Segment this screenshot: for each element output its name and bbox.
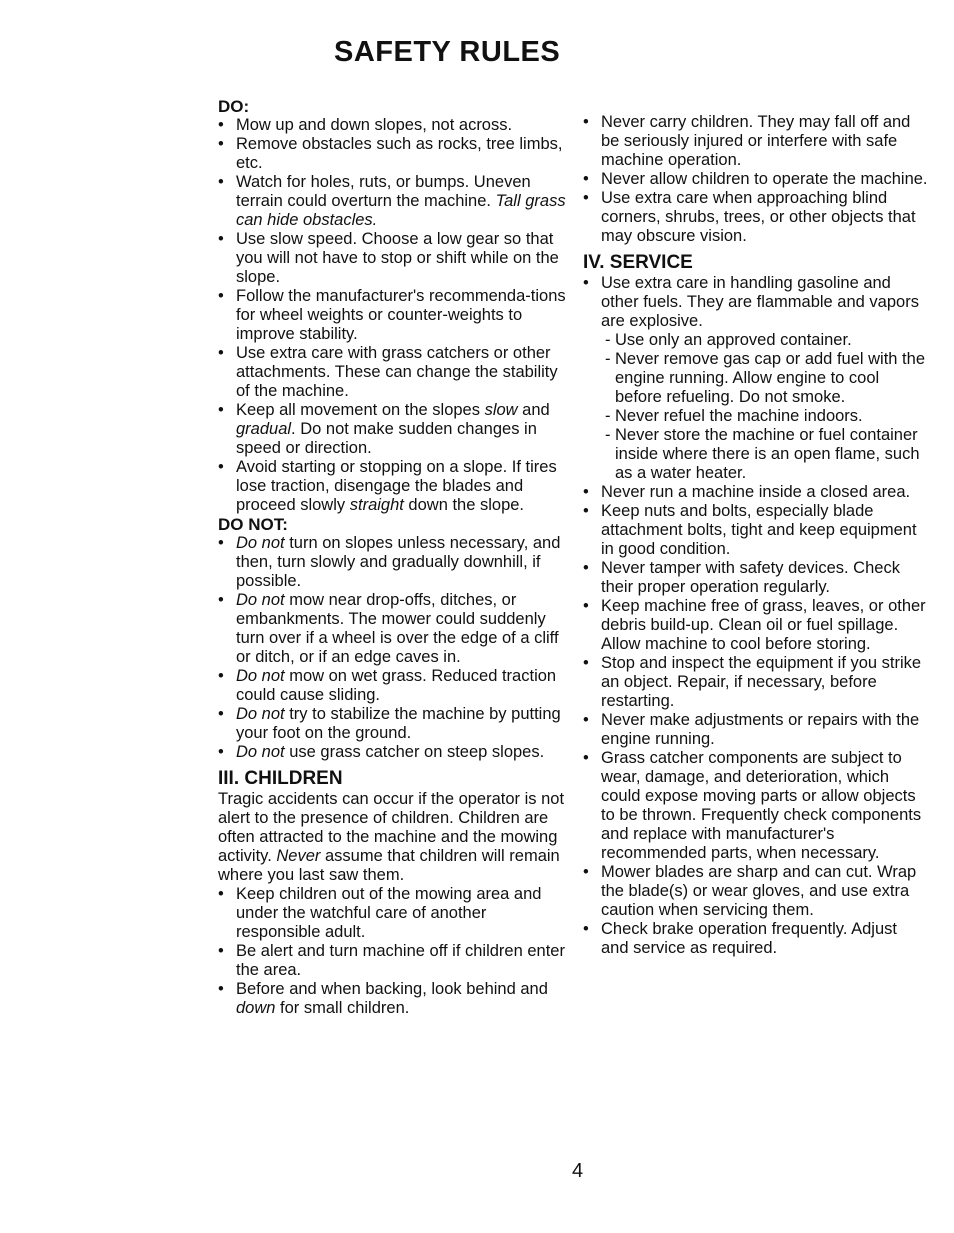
do-not-list (218, 534, 568, 762)
do-not-item: • Do not turn on slopes unless necessary, and then, turn slowly and gradually downhill, if possible. (218, 534, 568, 591)
service-item: • Mower blades are sharp and can cut. Wrap the blade(s) or wear gloves, and use extra caution when servicing them. (583, 863, 928, 920)
children-list-continued (583, 113, 928, 246)
do-heading: DO: (218, 97, 250, 116)
do-item: • Follow the manufacturer's recommenda-tions for wheel weights or counter-weights to improve stability. (218, 287, 568, 344)
children-item: • Keep children out of the mowing area and under the watchful care of another responsible adult. (218, 885, 568, 942)
service-list (583, 274, 928, 958)
do-item: • Mow up and down slopes, not across. (218, 116, 568, 135)
children-item: • Use extra care when approaching blind corners, shrubs, trees, or other objects that may obscure vision. (583, 189, 928, 246)
do-item: • Use extra care with grass catchers or other attachments. These can change the stability of the machine. (218, 344, 568, 401)
children-intro: Tragic accidents can occur if the operator is not alert to the presence of children. Children are often attracted to the machine and the mowing activity. Never assume that children will remain where you last saw them. (218, 790, 565, 884)
children-item: • Before and when backing, look behind and down for small children. (218, 980, 568, 1018)
children-item: • Be alert and turn machine off if children enter the area. (218, 942, 568, 980)
fuel-sub-item: - Never store the machine or fuel container inside where there is an open flame, such as a water heater. (601, 426, 928, 483)
page-title: SAFETY RULES (334, 36, 561, 68)
fuel-sub-item: - Use only an approved container. (601, 331, 928, 350)
fuel-sub-item: - Never remove gas cap or add fuel with the engine running. Allow engine to cool before refueling. Do not smoke. (601, 350, 928, 407)
do-not-item: • Do not mow near drop-offs, ditches, or embankments. The mower could suddenly turn over if a wheel is over the edge of a cliff or ditch, or if an edge caves in. (218, 591, 568, 667)
do-item: • Keep all movement on the slopes slow and gradual. Do not make sudden changes in speed or direction. (218, 401, 568, 458)
do-not-item: • Do not mow on wet grass. Reduced traction could cause sliding. (218, 667, 568, 705)
left-column (218, 97, 568, 1018)
do-list (218, 116, 568, 515)
service-item: • Keep machine free of grass, leaves, or other debris build-up. Clean oil or fuel spillage. Allow machine to cool before storing. (583, 597, 928, 654)
do-not-item: • Do not try to stabilize the machine by putting your foot on the ground. (218, 705, 568, 743)
do-item: • Use slow speed. Choose a low gear so that you will not have to stop or shift while on the slope. (218, 230, 568, 287)
service-item: • Check brake operation frequently. Adjust and service as required. (583, 920, 928, 958)
right-column (583, 113, 928, 958)
do-item: • Watch for holes, ruts, or bumps. Uneven terrain could overturn the machine. Tall grass can hide obstacles. (218, 173, 568, 230)
do-item: • Avoid starting or stopping on a slope. If tires lose traction, disengage the blades and proceed slowly straight down the slope. (218, 458, 568, 515)
service-item: • Stop and inspect the equipment if you strike an object. Repair, if necessary, before restarting. (583, 654, 928, 711)
do-not-heading: DO NOT: (218, 515, 288, 534)
page-number: 4 (572, 1160, 584, 1182)
do-item: • Remove obstacles such as rocks, tree limbs, etc. (218, 135, 568, 173)
children-heading: III. CHILDREN (218, 768, 343, 789)
children-item: • Never allow children to operate the machine. (583, 170, 928, 189)
do-not-item: • Do not use grass catcher on steep slopes. (218, 743, 568, 762)
service-item: • Never run a machine inside a closed area. (583, 483, 928, 502)
fuel-sub-list (601, 331, 928, 483)
service-item: • Keep nuts and bolts, especially blade attachment bolts, tight and keep equipment in good condition. (583, 502, 928, 559)
service-item: • Never make adjustments or repairs with the engine running. (583, 711, 928, 749)
service-item: • Never tamper with safety devices. Check their proper operation regularly. (583, 559, 928, 597)
children-item: • Never carry children. They may fall off and be seriously injured or interfere with safe machine operation. (583, 113, 928, 170)
service-heading: IV. SERVICE (583, 252, 693, 273)
fuel-sub-item: - Never refuel the machine indoors. (601, 407, 928, 426)
service-item: • Grass catcher components are subject to wear, damage, and deterioration, which could expose moving parts or allow objects to be thrown. Frequently check components and replace with manufacturer's recommended parts, when necessary. (583, 749, 928, 863)
service-item: • Use extra care in handling gasoline and other fuels. They are flammable and vapors are explosive. - Use only an approved container. - Never remove gas cap or add fuel with the engine running. Allow engine to cool before refueling. Do not smoke. - Never refuel the machine indoors. - Never store the machine or fuel container inside where there is an open flame, such as a water heater. (583, 274, 928, 483)
children-list (218, 885, 568, 1018)
